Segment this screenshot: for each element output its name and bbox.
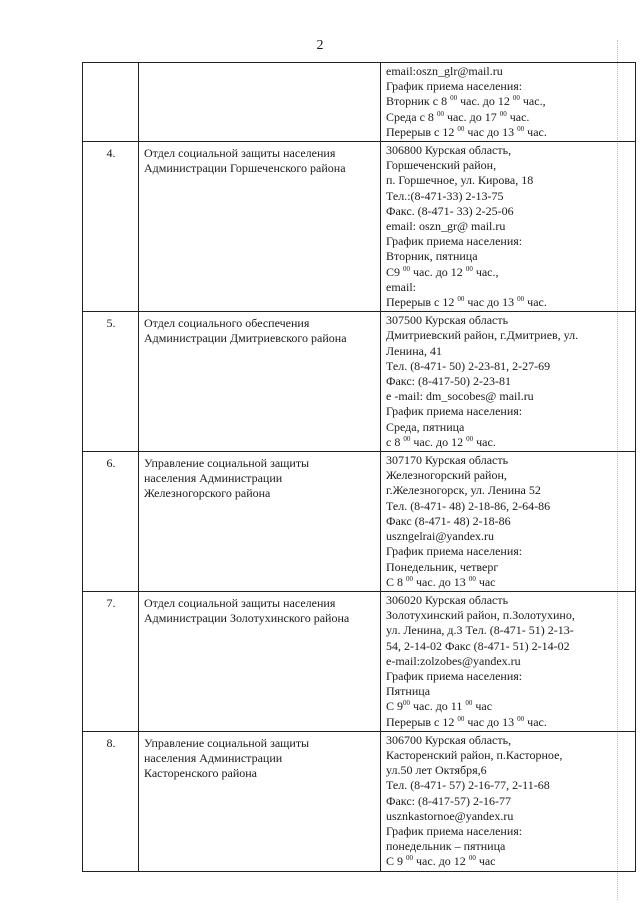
offices-table [82,62,636,872]
contact-line: График приема населения: [386,823,523,838]
contact-line: Вторник, пятница [386,249,478,264]
contact-line: Факс: (8-417-50) 2-23-81 [386,374,511,389]
contact-line: 307500 Курская область [386,313,509,328]
contact-line: г.Железногорск, ул. Ленина 52 [386,483,541,498]
contact-line: с 8 $^{00}$ час. до 12 $^{00}$ час. [386,434,496,449]
contact-line: Золотухинский район, п.Золотухино, [386,608,575,623]
row-number: 4. [83,142,139,312]
organization-name-line: Железногорского района [144,486,271,501]
contact-line: uszngelrai@yandex.ru [386,529,495,544]
table-row [83,591,636,731]
contact-line: email:oszn_glr@mail.ru [386,64,503,78]
row-number: 5. [83,312,139,452]
contact-line: email: oszn_gr@ mail.ru [386,219,506,234]
organization-name-line: населения Администрации [144,471,283,486]
contact-line: Тел. (8-471- 57) 2-16-77, 2-11-68 [386,778,550,793]
contact-line: С 9 $^{00}$ час. до 12 $^{00}$ час [386,854,496,869]
contact-line: Перерыв с 12 $^{00}$ час до 13 $^{00}$ час. [386,714,547,729]
table-row [83,63,636,142]
page-number: 2 [316,38,324,53]
contact-line: График приема населения: [386,544,523,559]
organization-name-line: Администрации Дмитриевского района [144,331,347,346]
contact-line: График приема населения: [386,404,523,419]
contact-line: Дмитриевский район, г.Дмитриев, ул. [386,328,579,343]
organization-name-line: Управление социальной защиты [144,456,310,471]
contact-line: Пятница [386,684,431,699]
contact-line: С9 $^{00}$ час. до 12 $^{00}$ час., [386,264,499,279]
organization-name [139,312,381,452]
organization-name [139,142,381,312]
table-row [83,452,636,592]
contact-line: Перерыв с 12 $^{00}$ час до 13 $^{00}$ час. [386,295,547,310]
contact-line: п. Горшечное, ул. Кирова, 18 [386,173,534,188]
row-number: 7. [83,591,139,731]
contact-line: Среда, пятница [386,419,465,434]
contact-line: С $9^{00}$ час. до 11 $^{00}$ час [386,699,493,714]
organization-name [139,63,381,142]
contact-line: Железногорский район, [386,468,507,483]
table-row [83,312,636,452]
contact-line: Понедельник, четверг [386,559,499,574]
organization-name-line: Управление социальной защиты [144,735,310,750]
contact-line: 306800 Курская область, [386,143,512,158]
row-number: 6. [83,452,139,592]
contact-line: Среда с 8 $^{00}$ час. до 17 $^{00}$ час. [386,109,530,124]
contact-line: ул. Ленина, д.3 Тел. (8-471- 51) 2-13- [386,623,574,638]
organization-name-line: Отдел социального обеспечения [144,316,310,331]
contact-line: 306700 Курская область, [386,732,512,747]
contact-line: График приема населения: [386,668,523,683]
table-row [83,142,636,312]
organization-name [139,731,381,871]
contact-info [381,63,636,142]
organization-name-line: Администрации Горшеченского района [144,161,346,176]
organization-name-line: Администрации Золотухинского района [144,611,350,626]
contact-line: usznkastornoe@yandex.ru [386,808,514,823]
contact-line: ул.50 лет Октября,6 [386,763,487,778]
contact-line: График приема населения: [386,234,523,249]
organization-name [139,452,381,592]
contact-line: Вторник с 8 $^{00}$ час. до 12 $^{00}$ час., [386,94,546,109]
contact-line: Перерыв с 12 $^{00}$ час до 13 $^{00}$ час. [386,124,547,139]
row-number: 8. [83,731,139,871]
contact-line: 307170 Курская область [386,453,509,468]
contact-line: 306020 Курская область [386,592,509,607]
contact-line: Тел.:(8-471-33) 2-13-75 [386,188,504,203]
contact-line: Тел. (8-471- 48) 2-18-86, 2-64-86 [386,498,551,513]
contact-line: email: [386,279,416,294]
contact-line: понедельник – пятница [386,839,506,854]
row-number [83,63,139,142]
contact-line: Горшеченский район, [386,158,497,173]
contact-line: Тел. (8-471- 50) 2-23-81, 2-27-69 [386,358,551,373]
contact-line: e-mail:zolzobes@yandex.ru [386,653,521,668]
contact-line: e -mail: dm_socobes@ mail.ru [386,389,534,404]
contact-line: 54, 2-14-02 Факс (8-471- 51) 2-14-02 [386,638,570,653]
contact-line: Факс (8-471- 48) 2-18-86 [386,513,511,528]
contact-line: С 8 $^{00}$ час. до 13 $^{00}$ час [386,574,496,589]
contact-info [381,312,636,452]
contact-info [381,452,636,592]
table-row [83,731,636,871]
contact-line: Факс: (8-417-57) 2-16-77 [386,793,511,808]
contact-line: График приема населения: [386,79,523,94]
contact-line: Факс. (8-471- 33) 2-25-06 [386,203,514,218]
organization-name [139,591,381,731]
contact-line: Касторенский район, п.Касторное, [386,747,563,762]
contact-info [381,591,636,731]
organization-name-line: Касторенского района [144,766,257,781]
organization-name-line: Отдел социальной защиты населения [144,146,336,161]
contact-info [381,731,636,871]
organization-name-line: населения Администрации [144,750,283,765]
contact-line: Ленина, 41 [386,343,442,358]
contact-info [381,142,636,312]
organization-name-line: Отдел социальной защиты населения [144,595,336,610]
